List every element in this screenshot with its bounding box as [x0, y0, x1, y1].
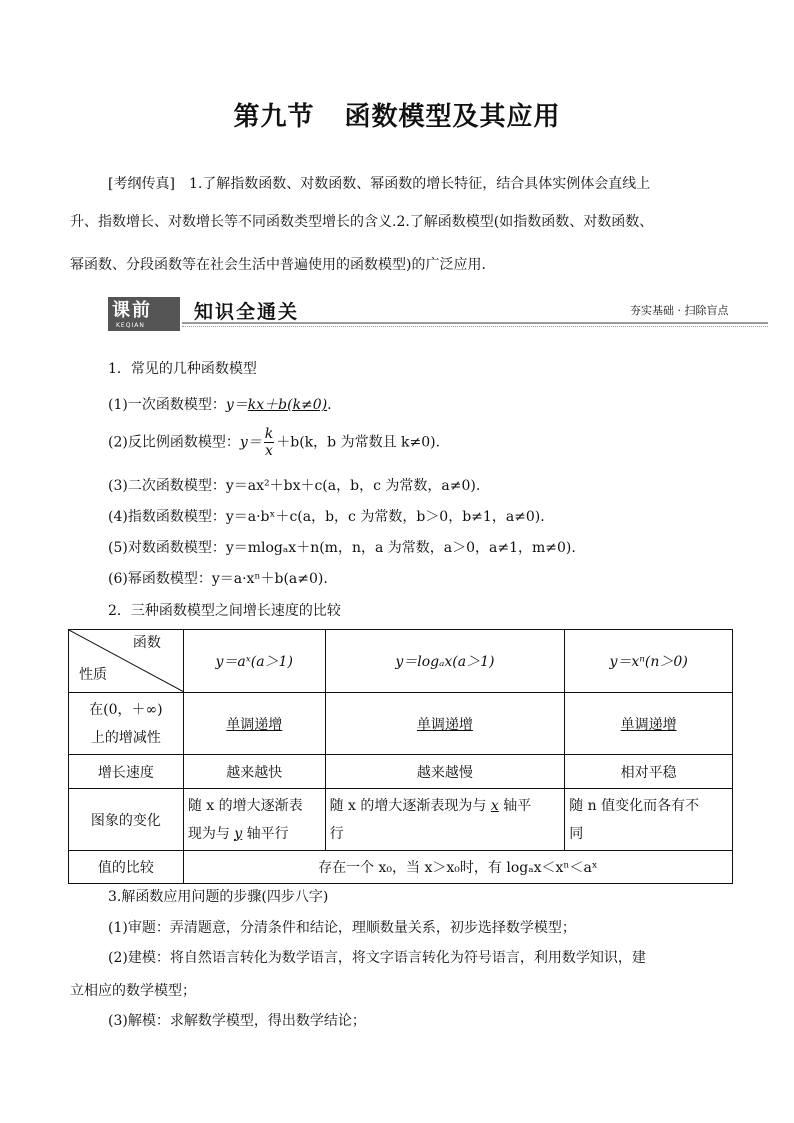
banner-box-label: 课前 — [112, 300, 152, 321]
table-cell: 单调递增 — [325, 693, 565, 755]
model-linear: (1)一次函数模型：y＝kx＋b(k≠0). — [108, 397, 332, 413]
page-title — [0, 96, 794, 133]
table-row — [69, 789, 733, 851]
header-exponential: y＝aˣ(a＞1) — [183, 630, 325, 693]
table-cell: 单调递增 — [565, 693, 733, 755]
header-logarithmic: y＝logₐx(a＞1) — [325, 630, 565, 693]
banner-heading: 知识全通关 — [194, 301, 300, 323]
banner-tagline: 夯实基础 · 扫除盲点 — [630, 304, 729, 317]
banner-dotted-line — [182, 326, 768, 327]
model-exponential: (4)指数函数模型：y＝a·bˣ＋c(a，b，c 为常数，b＞0，b≠1，a≠0). — [108, 509, 545, 525]
model-quadratic: (3)二次函数模型：y＝ax²＋bx＋c(a，b，c 为常数，a≠0). — [108, 478, 481, 494]
table-cell: 相对平稳 — [565, 755, 733, 789]
model-linear-blank: kx＋b(k≠0) — [247, 397, 328, 413]
table-cell: 随 x 的增大逐渐表现为与 x 轴平 行 — [325, 789, 565, 851]
section2-heading: 2．三种函数模型之间增长速度的比较 — [108, 603, 341, 619]
row-label: 值的比较 — [69, 851, 184, 884]
table-cell: 越来越快 — [183, 755, 325, 789]
step-2-cont: 立相应的数学模型； — [70, 983, 196, 999]
intro-tag: [考纲传真] — [108, 176, 175, 192]
section1-heading: 1．常见的几种函数模型 — [108, 361, 257, 377]
row-label: 在(0，＋∞) 上的增减性 — [69, 693, 184, 755]
section3-heading: 3.解函数应用问题的步骤(四步八字) — [108, 889, 329, 905]
row-label: 增长速度 — [69, 755, 184, 789]
model-inverse: (2)反比例函数模型：y＝ $\frac{k}{x}$ ＋b(k，b 为常数且 k≠0). — [108, 426, 441, 459]
intro-line-2: 升、指数增长、对数增长等不同函数类型增长的含义.2.了解函数模型(如指数函数、对数函数、 — [70, 214, 654, 230]
intro-line-3: 幂函数、分段函数等在社会生活中普遍使用的函数模型)的广泛应用． — [70, 257, 496, 273]
model-power: (6)幂函数模型：y＝a·xⁿ＋b(a≠0). — [108, 571, 328, 587]
intro-line-1: [考纲传真] 1.了解指数函数、对数函数、幂函数的增长特征，结合具体实例体会直线上 — [108, 176, 651, 192]
table-row — [69, 755, 733, 789]
table-corner-cell: 函数 性质 — [69, 630, 184, 693]
table-cell: 随 n 值变化而各有不 同 — [565, 789, 733, 851]
row-label: 图象的变化 — [69, 789, 184, 851]
comparison-table — [68, 629, 733, 884]
section-title: 函数模型及其应用 — [344, 102, 561, 132]
step-3: (3)解模：求解数学模型，得出数学结论； — [108, 1013, 366, 1029]
syllabus-intro — [108, 168, 738, 200]
step-2: (2)建模：将自然语言转化为数学语言，将文字语言转化为符号语言，利用数学知识，建 — [108, 950, 646, 966]
step-1: (1)审题：弄清题意，分清条件和结论，理顺数量关系，初步选择数学模型； — [108, 920, 576, 936]
section-number: 第九节 — [233, 102, 315, 132]
table-cell: 越来越慢 — [325, 755, 565, 789]
banner-box-sub: KEQIAN — [116, 322, 145, 329]
table-cell: 存在一个 x₀，当 x＞x₀时，有 logₐx＜xⁿ＜aˣ — [183, 851, 732, 884]
table-row — [69, 851, 733, 884]
table-cell: 单调递增 — [183, 693, 325, 755]
fraction: $\frac{k}{x}$ — [264, 426, 274, 459]
table-header-row — [69, 630, 733, 693]
header-power: y＝xⁿ(n＞0) — [565, 630, 733, 693]
table-cell: 随 x 的增大逐渐表 现为与 y 轴平行 — [183, 789, 325, 851]
model-logarithmic: (5)对数函数模型：y＝mlogₐx＋n(m，n，a 为常数，a＞0，a≠1，m≠0). — [108, 540, 576, 556]
table-row — [69, 693, 733, 755]
